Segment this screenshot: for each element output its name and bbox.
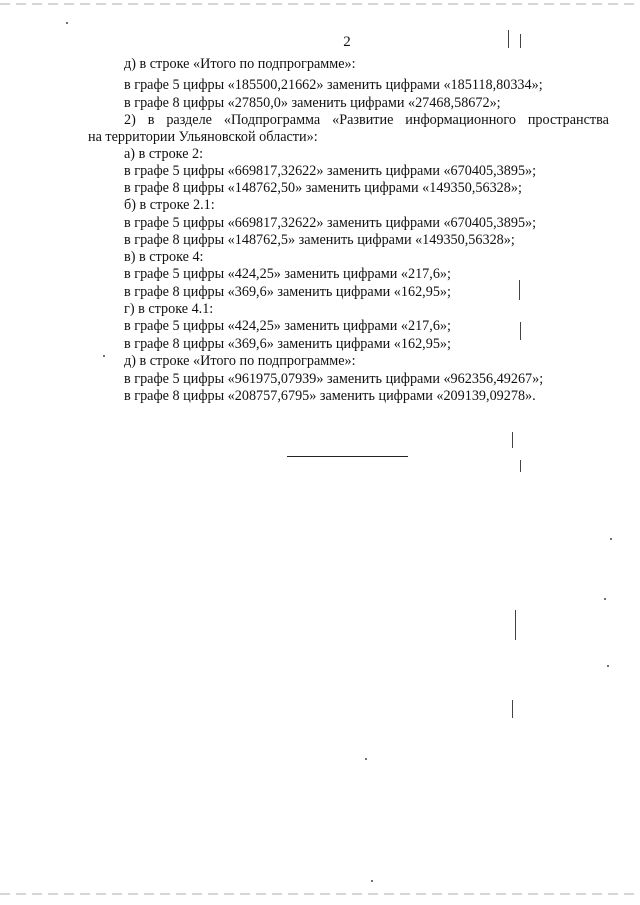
text-line: а) в строке 2: <box>124 146 204 162</box>
scan-artifact <box>371 880 373 882</box>
text-line: в графе 8 цифры «148762,5» заменить цифрами «149350,56328»; <box>124 232 515 248</box>
text-line: в) в строке 4: <box>124 249 204 265</box>
scan-artifact <box>607 665 609 667</box>
text-line: в графе 5 цифры «424,25» заменить цифрами «217,6»; <box>124 318 451 334</box>
scan-artifact <box>520 322 521 340</box>
text-line: б) в строке 2.1: <box>124 197 215 213</box>
text-line: в графе 8 цифры «369,6» заменить цифрами «162,95»; <box>124 336 451 352</box>
scan-artifact <box>520 34 521 48</box>
word: «Подпрограмма <box>223 112 321 128</box>
separator-line <box>287 456 408 457</box>
scan-edge-bottom <box>0 893 640 895</box>
word: информационного <box>405 112 516 128</box>
scan-artifact <box>512 700 513 718</box>
text-line: в графе 5 цифры «961975,07939» заменить цифрами «962356,49267»; <box>124 371 544 387</box>
scan-artifact <box>515 610 516 640</box>
text-line: в графе 5 цифры «669817,32622» заменить цифрами «670405,3895»; <box>124 215 537 231</box>
page-number: 2 <box>343 34 351 50</box>
word: разделе <box>166 112 212 128</box>
text-line: д) в строке «Итого по подпрограмме»: <box>124 353 356 369</box>
text-line: г) в строке 4.1: <box>124 301 214 317</box>
justified-text-line <box>124 112 609 130</box>
text-line: д) в строке «Итого по подпрограмме»: <box>124 56 356 72</box>
scan-artifact <box>103 355 105 357</box>
text-line: в графе 8 цифры «208757,6795» заменить цифрами «209139,09278». <box>124 388 536 404</box>
scan-artifact <box>519 280 520 300</box>
scan-artifact <box>610 538 612 540</box>
word: 2) <box>124 112 136 128</box>
text-line: в графе 5 цифры «669817,32622» заменить цифрами «670405,3895»; <box>124 163 537 179</box>
text-line: в графе 5 цифры «185500,21662» заменить цифрами «185118,80334»; <box>124 77 543 93</box>
scan-artifact <box>365 758 367 760</box>
scan-artifact <box>512 432 513 448</box>
text-line: в графе 8 цифры «148762,50» заменить цифрами «149350,56328»; <box>124 180 522 196</box>
scan-artifact <box>520 460 521 472</box>
text-line: в графе 5 цифры «424,25» заменить цифрами «217,6»; <box>124 266 451 282</box>
text-line: на территории Ульяновской области»: <box>88 129 318 145</box>
text-line: в графе 8 цифры «369,6» заменить цифрами «162,95»; <box>124 284 451 300</box>
word: в <box>147 112 155 128</box>
word: «Развитие <box>332 112 394 128</box>
word: пространства <box>527 112 609 128</box>
scan-edge-top <box>0 3 640 5</box>
scan-artifact <box>508 30 509 48</box>
scan-artifact <box>604 598 606 600</box>
scan-artifact <box>66 22 68 24</box>
text-line: в графе 8 цифры «27850,0» заменить цифрами «27468,58672»; <box>124 95 501 111</box>
